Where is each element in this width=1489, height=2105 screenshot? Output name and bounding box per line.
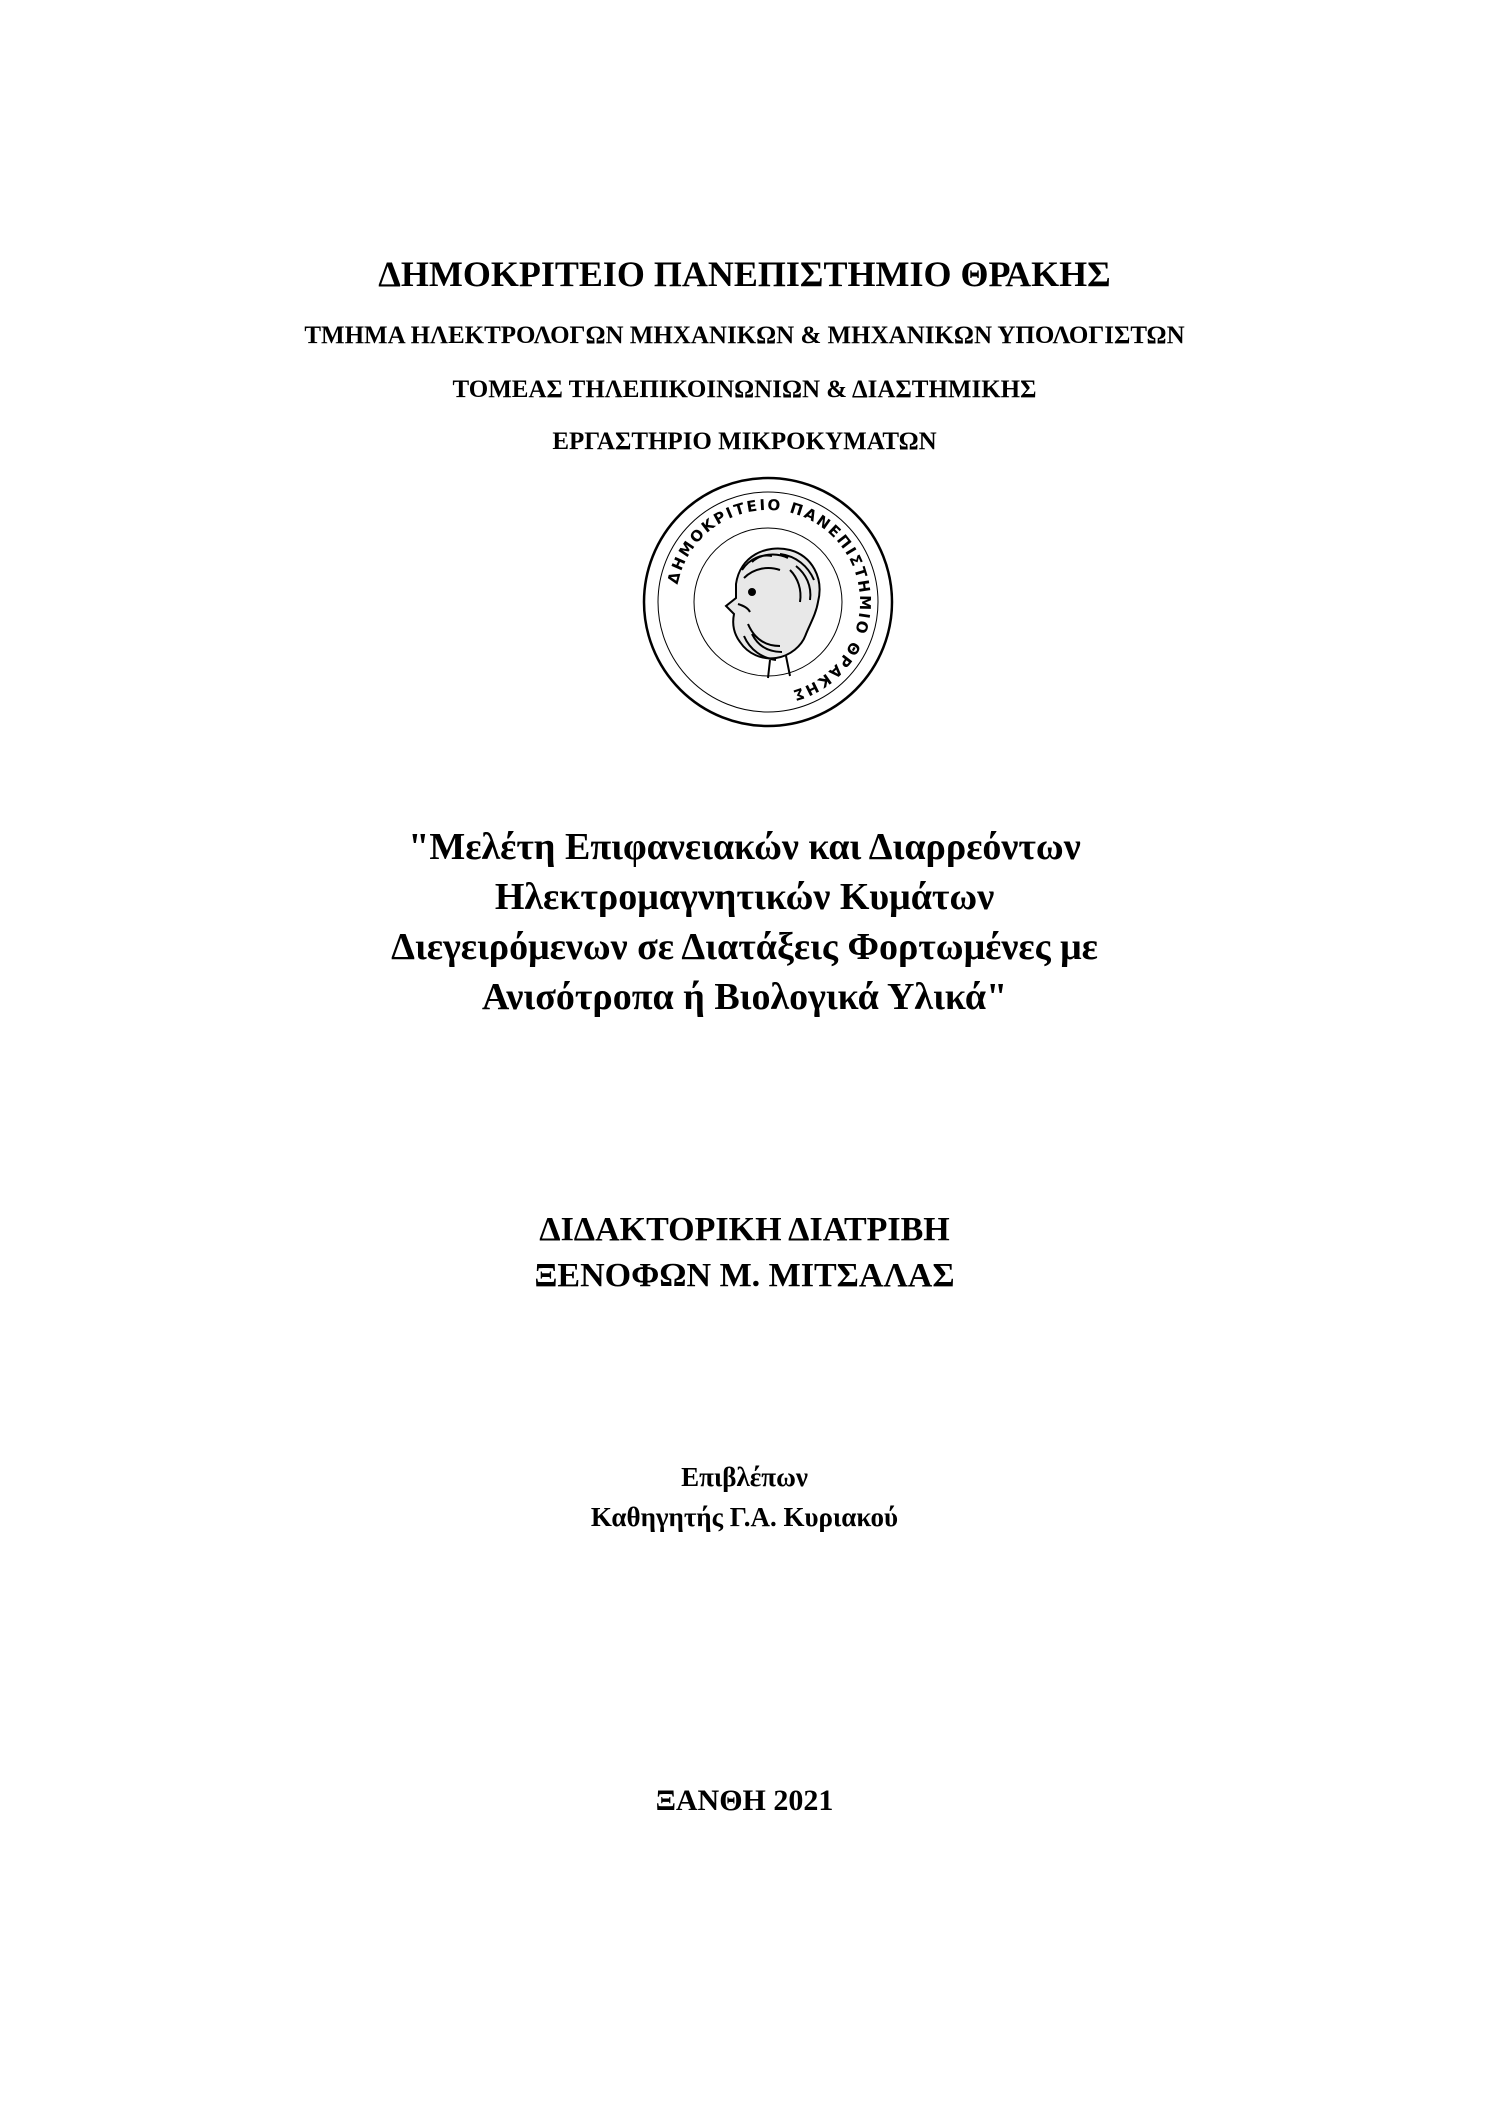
title-line: Ανισότροπα ή Βιολογικά Υλικά": [481, 976, 1008, 1018]
title-line: Ηλεκτρομαγνητικών Κυμάτων: [494, 876, 995, 918]
lab-name: ΕΡΓΑΣΤΗΡΙΟ ΜΙΚΡΟΚΥΜΑΤΩΝ: [552, 428, 937, 455]
title-line: Διεγειρόμενων σε Διατάξεις Φορτωμένες με: [391, 926, 1098, 968]
seal-ring-text: ΔΗΜΟΚΡΙΤΕΙΟ ΠΑΝΕΠΙΣΤΗΜΙΟ ΘΡΑΚΗΣ: [663, 495, 875, 705]
supervisor-label: Επιβλέπων: [681, 1462, 808, 1492]
supervisor-name: Καθηγητής Γ.Α. Κυριακού: [590, 1502, 899, 1532]
university-seal-icon: [640, 474, 896, 730]
university-name: ΔΗΜΟΚΡΙΤΕΙΟ ΠΑΝΕΠΙΣΤΗΜΙΟ ΘΡΑΚΗΣ: [378, 254, 1111, 294]
title-line: "Μελέτη Επιφανειακών και Διαρρεόντων: [408, 826, 1081, 868]
place-year: ΞΑΝΘΗ 2021: [655, 1784, 834, 1817]
department-name: ΤΜΗΜΑ ΗΛΕΚΤΡΟΛΟΓΩΝ ΜΗΧΑΝΙΚΩΝ & ΜΗΧΑΝΙΚΩΝ ΥΠΟΛΟΓΙΣΤΩΝ: [304, 322, 1185, 349]
thesis-title: [0, 822, 1489, 1022]
thesis-type: ΔΙΔΑΚΤΟΡΙΚΗ ΔΙΑΤΡΙΒΗ: [539, 1211, 950, 1248]
sector-name: ΤΟΜΕΑΣ ΤΗΛΕΠΙΚΟΙΝΩΝΙΩΝ & ΔΙΑΣΤΗΜΙΚΗΣ: [452, 376, 1037, 403]
author-name: ΞΕΝΟΦΩΝ Μ. ΜΙΤΣΑΛΑΣ: [534, 1257, 955, 1294]
